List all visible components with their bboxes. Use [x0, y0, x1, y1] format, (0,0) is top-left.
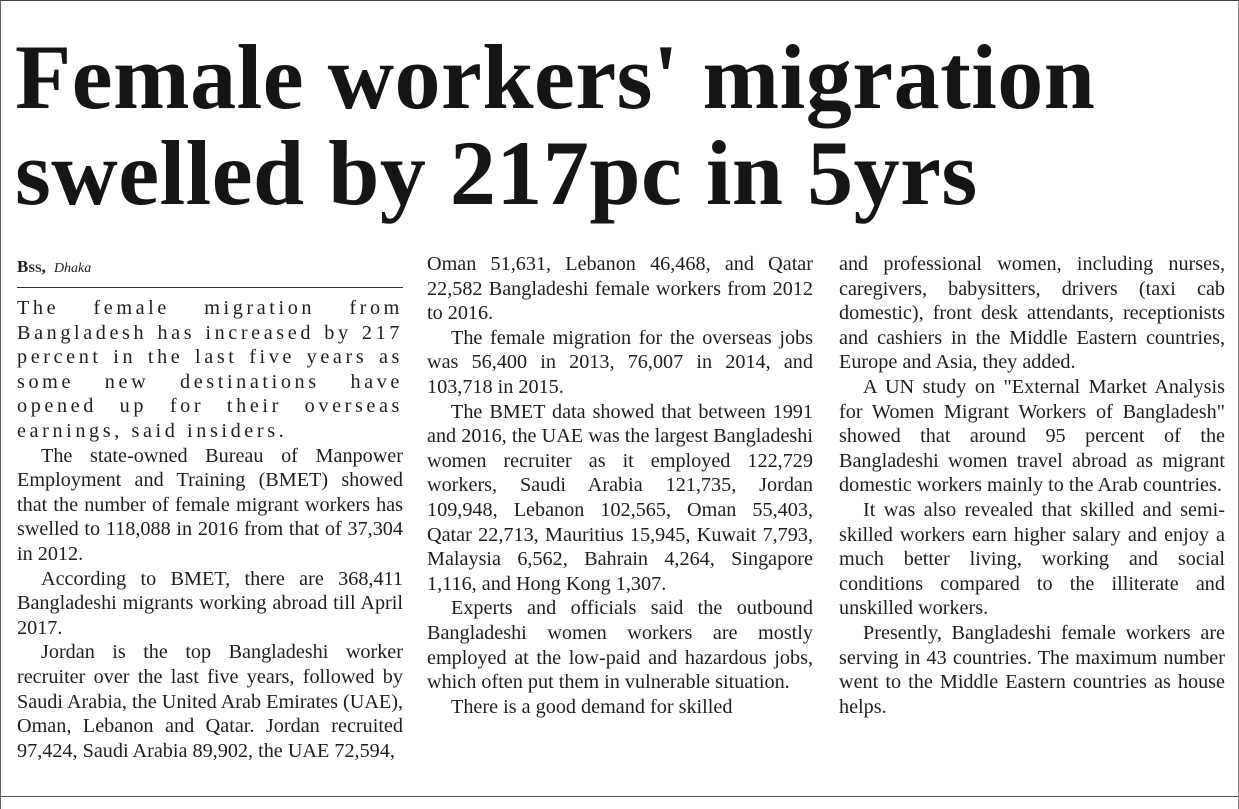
- paragraph: There is a good demand for skilled: [451, 695, 733, 718]
- byline-agency: Bss,: [17, 257, 46, 276]
- paragraph: Presently, Bangladeshi female workers are serving in 43 countries. The maximum number went to the Middle Eastern countries as house helps.: [839, 621, 1225, 718]
- article-column-2: [427, 252, 813, 719]
- headline-line-2: swelled by 217pc in 5yrs: [15, 122, 978, 224]
- paragraph: The female migration from Bangladesh has increased by 217 percent in the last five years as some new destinations have opened up for their overseas earnings, said insiders.: [17, 297, 403, 442]
- headline-line-1: Female workers' migration: [15, 26, 1096, 128]
- paragraph: Oman 51,631, Lebanon 46,468, and Qatar 22,582 Bangladeshi female workers from 2012 to 2016.: [427, 253, 813, 325]
- article-column-1: [17, 296, 403, 763]
- byline-place: Dhaka: [53, 261, 92, 276]
- paragraph: A UN study on "External Market Analysis for Women Migrant Workers of Bangladesh" showed that around 95 percent of the Bangladeshi women travel abroad as migrant domestic workers mainly to the Arab countries.: [839, 375, 1225, 497]
- bottom-rule: [1, 796, 1238, 797]
- paragraph: Experts and officials said the outbound Bangladeshi women workers are mostly employed at the low-paid and hazardous jobs, which often put them in vulnerable situation.: [427, 597, 813, 694]
- paragraph: According to BMET, there are 368,411 Bangladeshi migrants working abroad till April 2017.: [17, 567, 403, 639]
- paragraph: and professional women, including nurses, caregivers, babysitters, drivers (taxi cab domestic), front desk attendants, receptionists and cashiers in the Middle Eastern countries, Europe and Asia, they added.: [839, 253, 1225, 374]
- paragraph: Jordan is the top Bangladeshi worker recruiter over the last five years, followed by Saudi Arabia, the United Arab Emirates (UAE), Oman, Lebanon and Qatar. Jordan recruited 97,424, Saudi Arabia 89,902, the UAE 72,594,: [17, 641, 403, 762]
- headline: [15, 26, 1230, 224]
- article-column-3: [839, 252, 1225, 719]
- paragraph: It was also revealed that skilled and semi-skilled workers earn higher salary and enjoy a much better living, working and social conditions compared to the illiterate and unskilled workers.: [839, 498, 1225, 620]
- byline: [17, 257, 403, 288]
- paragraph: The female migration for the overseas jobs was 56,400 in 2013, 76,007 in 2014, and 103,718 in 2015.: [427, 326, 813, 398]
- paragraph: The BMET data showed that between 1991 and 2016, the UAE was the largest Bangladeshi women recruiter as it employed 122,729 workers, Saudi Arabia 121,735, Jordan 109,948, Lebanon 102,565, Oman 55,403, Qatar 22,713, Mauritius 15,945, Kuwait 7,793, Malaysia 6,562, Bahrain 4,264, Singapore 1,116, and Hong Kong 1,307.: [427, 400, 813, 595]
- paragraph: The state-owned Bureau of Manpower Employment and Training (BMET) showed that the number of female migrant workers has swelled to 118,088 in 2016 from that of 37,304 in 2012.: [17, 444, 403, 565]
